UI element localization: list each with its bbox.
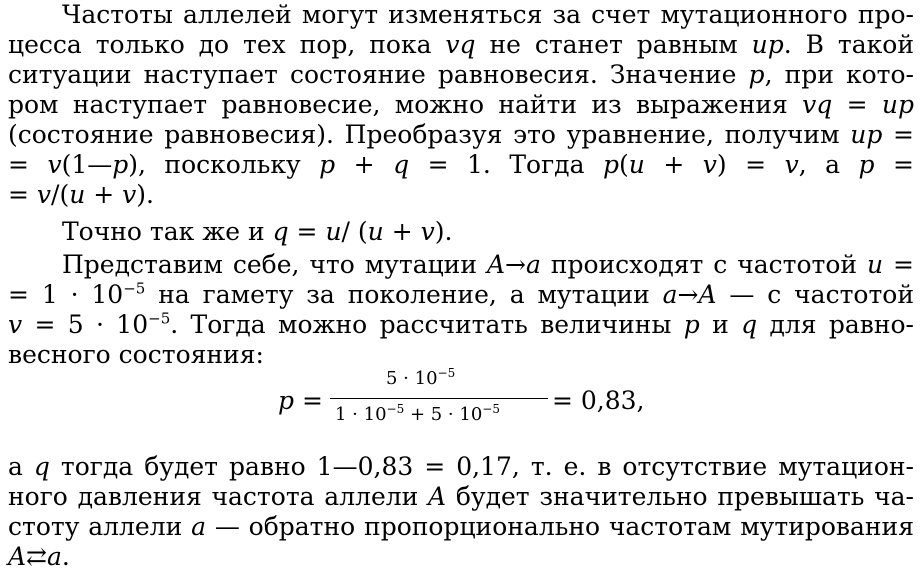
- paragraph-4-line-2: ного давления частота аллели A будет значительно превышать ча-: [8, 482, 914, 511]
- paragraph-1-line-1: Частоты аллелей могут изменяться за счет мутационного про-: [62, 0, 914, 29]
- paragraph-3-line-4: весного состояния:: [8, 340, 264, 369]
- paragraph-1-line-2: цесса только до тех пор, пока vq не станет равным up. В такой: [8, 30, 914, 59]
- paragraph-1-line-7: = v/(u + v).: [8, 180, 154, 209]
- paragraph-1-line-6: = v(1—p), поскольку p + q = 1. Тогда p(u + v) = v, а p =: [8, 150, 914, 179]
- fraction-bar: [330, 398, 548, 399]
- paragraph-4-line-4: A⇄a.: [8, 542, 70, 571]
- paragraph-4-line-1: а q тогда будет равно 1—0,83 = 0,17, т. е. в отсутствие мутацион-: [8, 452, 914, 481]
- paragraph-2-line-1: Точно так же и q = u/ (u + v).: [62, 217, 453, 246]
- paragraph-3-line-2: = $1 \cdot 10^{-5}$ на гамету за поколение, а мутации a→A — с частотой: [8, 279, 915, 309]
- paragraph-1-line-4: ром наступает равновесие, можно найти из выражения vq = up: [8, 90, 914, 119]
- paragraph-1-line-3: ситуации наступает состояние равновесия. Значение p, при кото-: [8, 60, 914, 89]
- equilibrium-formula: [0, 368, 922, 434]
- paragraph-4-line-3: стоту аллели a — обратно пропорционально частотам мутирования: [8, 512, 914, 541]
- paragraph-3-line-3: $v = 5 \cdot 10^{-5}$. Тогда можно рассчитать величины p и q для равно-: [8, 309, 914, 339]
- formula-rhs: = 0,83,: [552, 386, 645, 415]
- formula-numerator: $5 \cdot 10^{-5}$: [386, 366, 456, 389]
- paragraph-1-line-5: (состояние равновесия). Преобразуя это уравнение, получим up =: [8, 120, 914, 149]
- paragraph-3-line-1: Представим себе, что мутации A→a происходят с частотой u =: [62, 250, 914, 279]
- formula-lhs: p =: [278, 386, 323, 415]
- formula-denominator: $1 \cdot 10^{-5} + 5 \cdot 10^{-5}$: [335, 402, 500, 425]
